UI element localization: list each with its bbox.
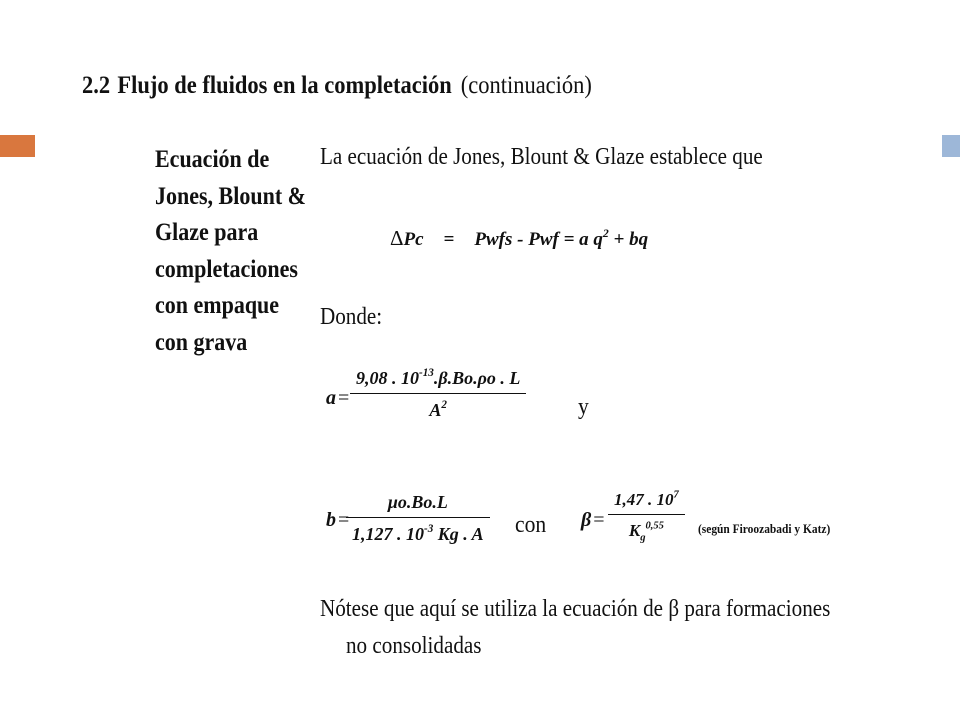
note-line: Nótese que aquí se utiliza la ecuación de β para formaciones (320, 596, 831, 622)
eq-beta-lhs: β (581, 509, 592, 531)
eq-b-den-coef: 1,127 . 10 (352, 524, 424, 544)
eq-a-equals: = (338, 387, 350, 409)
eq-a-num-terms: .β.Bo.ρo . L (433, 368, 521, 388)
eq-b-denominator (346, 518, 490, 545)
eq-b-equals: = (338, 509, 350, 531)
equation-delta-pc (390, 226, 648, 251)
section-number: 2.2 (82, 72, 111, 99)
accent-bar-left (0, 135, 35, 157)
eq-main-exponent: 2 (602, 226, 609, 240)
eq-a-den-base: A (429, 400, 442, 420)
eq-main-equals: = (443, 229, 455, 250)
side-label-line: con grava (155, 328, 248, 356)
eq-a-den-exponent: 2 (441, 399, 447, 412)
eq-a-fraction (350, 368, 526, 421)
eq-beta-lhs-group (581, 509, 607, 532)
eq-a-numerator (350, 368, 526, 393)
eq-beta-fraction (608, 489, 685, 544)
side-label-line: Ecuación de (155, 146, 270, 173)
intro-text: La ecuación de Jones, Blount & Glaze establece que (320, 144, 763, 170)
conjunction-y: y (578, 394, 589, 420)
donde-label: Donde: (320, 304, 383, 330)
eq-beta-den-subscript: g (640, 532, 646, 544)
eq-beta-num-coef: 1,47 . 10 (614, 490, 674, 509)
eq-beta-den-base: K (628, 521, 641, 540)
side-label-line: completaciones (155, 255, 298, 283)
conjunction-con: con (515, 512, 547, 538)
eq-b-fraction (346, 492, 490, 545)
slide-title (82, 72, 592, 100)
eq-beta-numerator (608, 490, 685, 514)
side-label-line: con empaque (155, 292, 280, 319)
eq-b-numerator: μo.Bo.L (387, 492, 448, 512)
eq-main-rhs: Pwfs - Pwf = a q (474, 229, 603, 250)
side-label-line: Glaze para (155, 219, 259, 246)
eq-b-lhs: b (326, 509, 336, 531)
eq-a-lhs: a (326, 387, 336, 409)
accent-bar-right (942, 135, 960, 157)
eq-a-denominator (423, 394, 453, 421)
eq-beta-denominator (623, 515, 670, 544)
eq-main-lhs: Pc (403, 229, 424, 250)
note-line: no consolidadas (346, 633, 482, 659)
section-continuation: (continuación) (460, 72, 592, 99)
side-label (155, 142, 309, 361)
eq-main-rhs-tail: + bq (608, 229, 649, 250)
eq-a-num-exponent: -13 (419, 367, 434, 380)
section-title: Flujo de fluidos en la completación (117, 72, 452, 99)
eq-b-den-exponent: -3 (424, 523, 434, 536)
eq-beta-equals: = (593, 509, 605, 531)
eq-a-lhs-group (326, 387, 351, 410)
eq-beta-den-exponent: 0,55 (645, 520, 664, 532)
eq-b-den-terms: Kg . A (433, 524, 484, 544)
reference-note: (según Firoozabadi y Katz) (698, 521, 831, 536)
eq-a-num-coef: 9,08 . 10 (356, 368, 419, 388)
side-label-line: Jones, Blount & (155, 182, 306, 210)
delta-symbol: Δ (390, 226, 404, 250)
eq-beta-num-exponent: 7 (673, 489, 679, 501)
